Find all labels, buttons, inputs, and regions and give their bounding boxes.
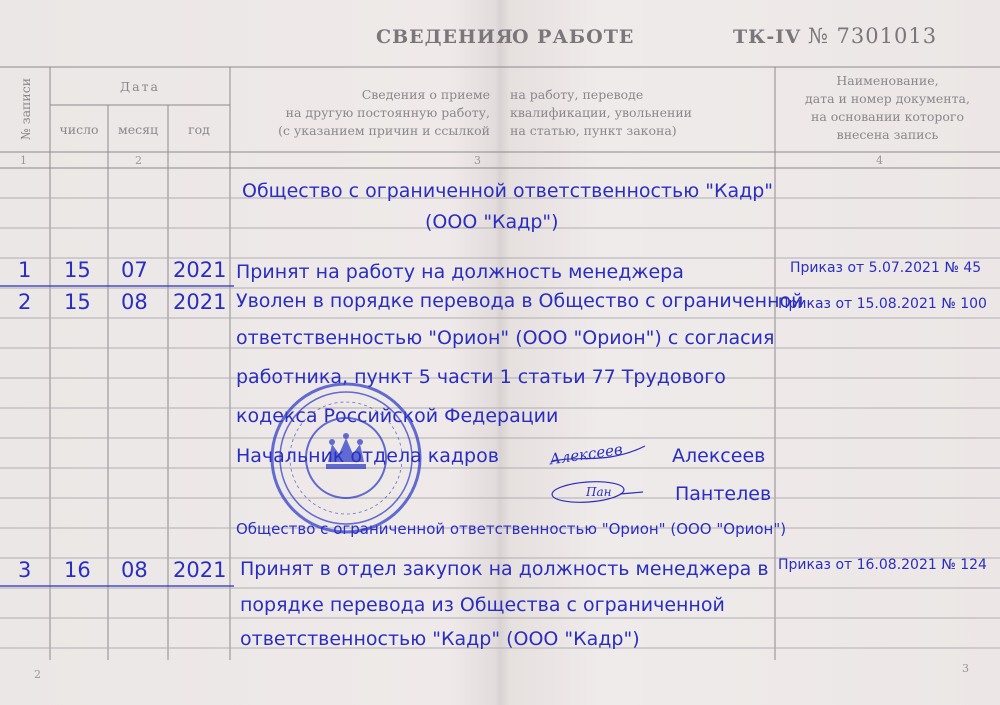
entry2-no: 2	[18, 290, 32, 314]
entry1-day: 15	[64, 258, 91, 282]
entry2-month: 08	[121, 290, 148, 314]
entry1-no: 1	[18, 258, 32, 282]
col-info-right-1: на работу, переводе	[510, 87, 644, 102]
entry2-line1: Уволен в порядке перевода в Общество с ограниченной	[236, 290, 804, 312]
entry3-day: 16	[64, 558, 91, 582]
col-doc-4: внесена запись	[836, 127, 939, 142]
col-num-3: 3	[474, 154, 481, 167]
entry1-month: 07	[121, 258, 148, 282]
entry3-month: 08	[121, 558, 148, 582]
signer1: Алексеев	[672, 445, 766, 467]
entry3-no: 3	[18, 558, 32, 582]
col-year: год	[188, 122, 210, 137]
svg-text:Алексеев: Алексеев	[548, 440, 624, 469]
employer2: Общество с ограниченной ответственностью "Орион" (ООО "Орион")	[236, 520, 787, 538]
entry3-line3: ответственностью "Кадр" (ООО "Кадр")	[240, 628, 640, 650]
number-label: № 7301013	[808, 24, 938, 48]
entry2-line2: ответственностью "Орион" (ООО "Орион") с согласия	[236, 327, 775, 349]
entry2-line4: кодекса Российской Федерации	[236, 405, 559, 427]
employer1-line1: Общество с ограниченной ответственностью "Кадр"	[242, 180, 774, 202]
entry1-year: 2021	[173, 258, 227, 282]
title-right: О РАБОТЕ	[512, 26, 635, 48]
entry1-line1: Принят на работу на должность менеджера	[236, 261, 684, 283]
col-month: месяц	[117, 122, 159, 137]
series: ТК-IV	[733, 26, 801, 48]
col-num-4: 4	[876, 154, 883, 167]
title-left: СВЕДЕНИЯ	[376, 26, 514, 48]
entry3-line2: порядке перевода из Общества с ограниченной	[240, 594, 725, 616]
col-num-2: 2	[135, 154, 142, 167]
page-number-right: 3	[962, 662, 969, 675]
col-info-right-3: на статью, пункт закона)	[510, 123, 677, 138]
entry2-doc: Приказ от 15.08.2021 № 100	[778, 296, 987, 312]
signer2: Пантелев	[675, 483, 772, 505]
page-number-left: 2	[34, 668, 41, 681]
col-doc-3: на основании которого	[811, 109, 964, 124]
entry2-year: 2021	[173, 290, 227, 314]
signature1-icon	[545, 432, 655, 472]
col-doc-2: дата и номер документа,	[805, 91, 970, 106]
signature2-icon	[548, 474, 648, 510]
entry3-line1: Принят в отдел закупок на должность менеджера в	[240, 558, 769, 580]
entry2-line3: работника, пункт 5 части 1 статьи 77 Трудового	[236, 366, 726, 388]
col-info-left-3: (с указанием причин и ссылкой	[278, 123, 490, 138]
col-info-left-2: на другую постоянную работу,	[285, 105, 490, 120]
col-info-left-1: Сведения о приеме	[361, 87, 490, 102]
col-day: число	[59, 122, 99, 137]
col-doc-1: Наименование,	[836, 73, 939, 88]
signature-position: Начальник отдела кадров	[236, 445, 499, 467]
entry2-day: 15	[64, 290, 91, 314]
entry3-doc: Приказ от 16.08.2021 № 124	[778, 557, 987, 573]
col-info-right-2: квалификации, увольнении	[510, 105, 692, 120]
col-num-1: 1	[20, 154, 27, 167]
employer1-line2: (ООО "Кадр")	[425, 211, 559, 233]
entry1-doc: Приказ от 5.07.2021 № 45	[790, 260, 982, 276]
col-record-no: № записи	[18, 77, 33, 141]
svg-text:Пан: Пан	[586, 485, 612, 499]
entry3-year: 2021	[173, 558, 227, 582]
col-date: Дата	[120, 79, 160, 94]
